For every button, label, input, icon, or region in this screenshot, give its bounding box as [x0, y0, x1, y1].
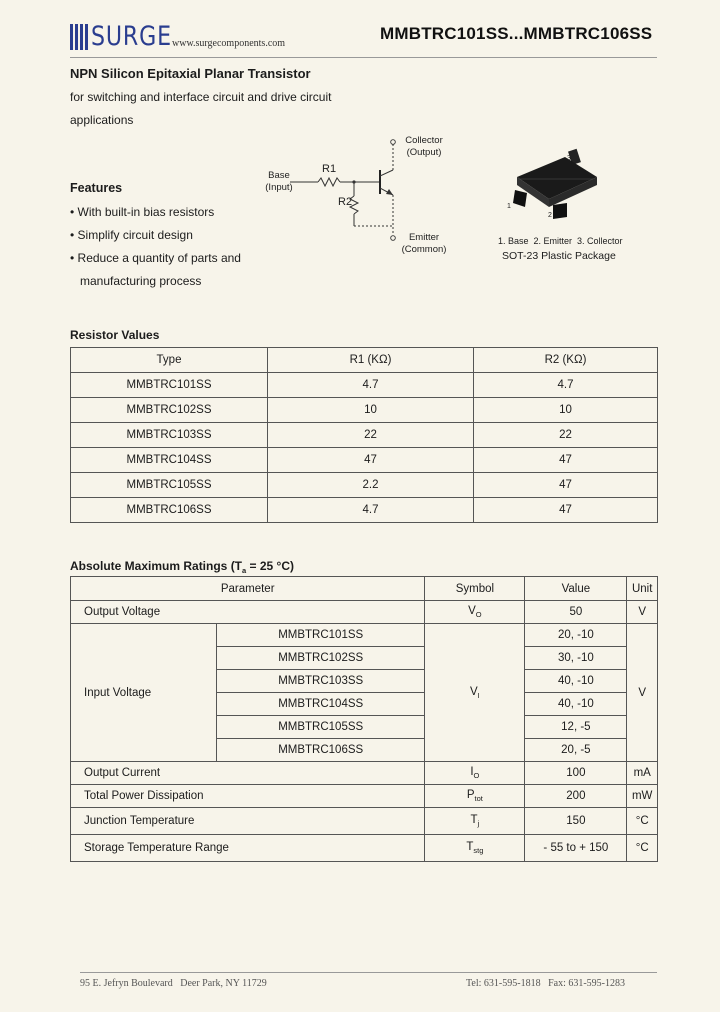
website-link[interactable]: www.surgecomponents.com — [172, 38, 286, 49]
feature-item: • Reduce a quantity of parts and — [70, 251, 241, 265]
table-header-row — [71, 577, 658, 601]
unit-cell: V — [627, 624, 658, 762]
unit-cell: mA — [627, 762, 658, 785]
pin-1-label: 1 — [507, 203, 511, 210]
header-divider — [70, 57, 657, 58]
table-row — [71, 601, 658, 624]
param-cell: Total Power Dissipation — [71, 785, 425, 808]
r2-cell: 4.7 — [474, 373, 658, 398]
footer-divider — [80, 972, 657, 973]
r2-cell: 47 — [474, 498, 658, 523]
type-cell: MMBTRC103SS — [217, 670, 425, 693]
subtitle-line-2: applications — [70, 113, 134, 127]
type-cell: MMBTRC101SS — [71, 373, 268, 398]
type-cell: MMBTRC101SS — [217, 624, 425, 647]
value-cell: 40, -10 — [525, 670, 627, 693]
symbol-cell: $T_{stg}$ — [425, 835, 525, 862]
emitter-label: Emitter (Common) — [401, 232, 447, 255]
table-row — [71, 762, 658, 785]
r2-label: R2 — [338, 196, 353, 208]
column-header: Parameter — [71, 577, 425, 601]
feature-item: manufacturing process — [80, 274, 202, 288]
logo-bars-icon — [70, 24, 88, 50]
table-row — [71, 373, 658, 398]
type-cell: MMBTRC106SS — [71, 498, 268, 523]
page-title: NPN Silicon Epitaxial Planar Transistor — [70, 66, 311, 81]
base-label: Base (Input) — [265, 170, 293, 193]
type-cell: MMBTRC102SS — [217, 647, 425, 670]
value-cell: 20, -10 — [525, 624, 627, 647]
r1-cell: 4.7 — [268, 498, 474, 523]
type-cell: MMBTRC103SS — [71, 423, 268, 448]
r2-cell: 22 — [474, 423, 658, 448]
footer-phone: Tel: 631-595-1818 Fax: 631-595-1283 — [466, 978, 626, 989]
symbol-cell: $P_{tot}$ — [425, 785, 525, 808]
r1-label: R1 — [322, 163, 337, 175]
table-row — [71, 423, 658, 448]
type-cell: MMBTRC105SS — [217, 716, 425, 739]
column-header: Symbol — [425, 577, 525, 601]
r1-cell: 47 — [268, 448, 474, 473]
feature-item: • Simplify circuit design — [70, 228, 193, 242]
collector-label: Collector (Output) — [405, 135, 443, 158]
table-row — [71, 398, 658, 423]
pin-3-label: 3 — [567, 155, 571, 162]
value-cell: 200 — [525, 785, 627, 808]
type-cell: MMBTRC106SS — [217, 739, 425, 762]
package-name: SOT-23 Plastic Package — [502, 250, 616, 262]
value-cell: 30, -10 — [525, 647, 627, 670]
value-cell: 150 — [525, 808, 627, 835]
unit-cell: °C — [627, 808, 658, 835]
r2-cell: 10 — [474, 398, 658, 423]
table-header-row — [71, 348, 658, 373]
symbol-cell: $I_O$ — [425, 762, 525, 785]
max-ratings-table — [70, 576, 658, 862]
resistor-values-heading: Resistor Values — [70, 328, 160, 342]
r1-cell: 10 — [268, 398, 474, 423]
symbol-cell: $V_I$ — [425, 624, 525, 762]
symbol-cell: $T_j$ — [425, 808, 525, 835]
unit-cell: °C — [627, 835, 658, 862]
feature-item: • With built-in bias resistors — [70, 205, 215, 219]
type-cell: MMBTRC102SS — [71, 398, 268, 423]
type-cell: MMBTRC105SS — [71, 473, 268, 498]
subtitle-line-1: for switching and interface circuit and drive circuit — [70, 90, 332, 104]
value-cell: 12, -5 — [525, 716, 627, 739]
value-cell: 20, -5 — [525, 739, 627, 762]
part-range-title: MMBTRC101SS...MMBTRC106SS — [380, 24, 653, 43]
r2-cell: 47 — [474, 473, 658, 498]
table-row — [71, 624, 658, 647]
column-header: R2 (KΩ) — [474, 348, 658, 373]
unit-cell: mW — [627, 785, 658, 808]
package-pinout: 1. Base 2. Emitter 3. Collector — [498, 236, 623, 246]
value-cell: 40, -10 — [525, 693, 627, 716]
table-row — [71, 835, 658, 862]
column-header: Unit — [627, 577, 658, 601]
column-header: Type — [71, 348, 268, 373]
r1-resistor-icon — [318, 178, 340, 186]
table-row — [71, 473, 658, 498]
sot23-package-icon — [505, 145, 605, 225]
param-cell: Output Current — [71, 762, 425, 785]
type-cell: MMBTRC104SS — [217, 693, 425, 716]
type-cell: MMBTRC104SS — [71, 448, 268, 473]
ratings-heading: Absolute Maximum Ratings ($T_a = 25$ °C) — [70, 559, 295, 575]
value-cell: 100 — [525, 762, 627, 785]
value-cell: - 55 to + 150 — [525, 835, 627, 862]
features-heading: Features — [70, 181, 123, 195]
param-cell: Storage Temperature Range — [71, 835, 425, 862]
param-cell: Junction Temperature — [71, 808, 425, 835]
r1-cell: 2.2 — [268, 473, 474, 498]
emitter-terminal-icon — [391, 236, 396, 241]
table-row — [71, 785, 658, 808]
r1-cell: 22 — [268, 423, 474, 448]
param-cell: Output Voltage — [71, 601, 425, 624]
unit-cell: V — [627, 601, 658, 624]
table-row — [71, 808, 658, 835]
symbol-cell: $V_O$ — [425, 601, 525, 624]
value-cell: 50 — [525, 601, 627, 624]
r2-cell: 47 — [474, 448, 658, 473]
pin-2-label: 2 — [548, 212, 552, 219]
footer-address: 95 E. Jefryn Boulevard Deer Park, NY 11729 — [80, 978, 267, 989]
column-header: R1 (KΩ) — [268, 348, 474, 373]
table-row — [71, 498, 658, 523]
brand-name: SURGE — [91, 21, 172, 52]
collector-terminal-icon — [391, 140, 396, 145]
table-row — [71, 448, 658, 473]
r1-cell: 4.7 — [268, 373, 474, 398]
resistor-values-table — [70, 347, 658, 523]
param-cell: Input Voltage — [71, 624, 217, 762]
column-header: Value — [525, 577, 627, 601]
